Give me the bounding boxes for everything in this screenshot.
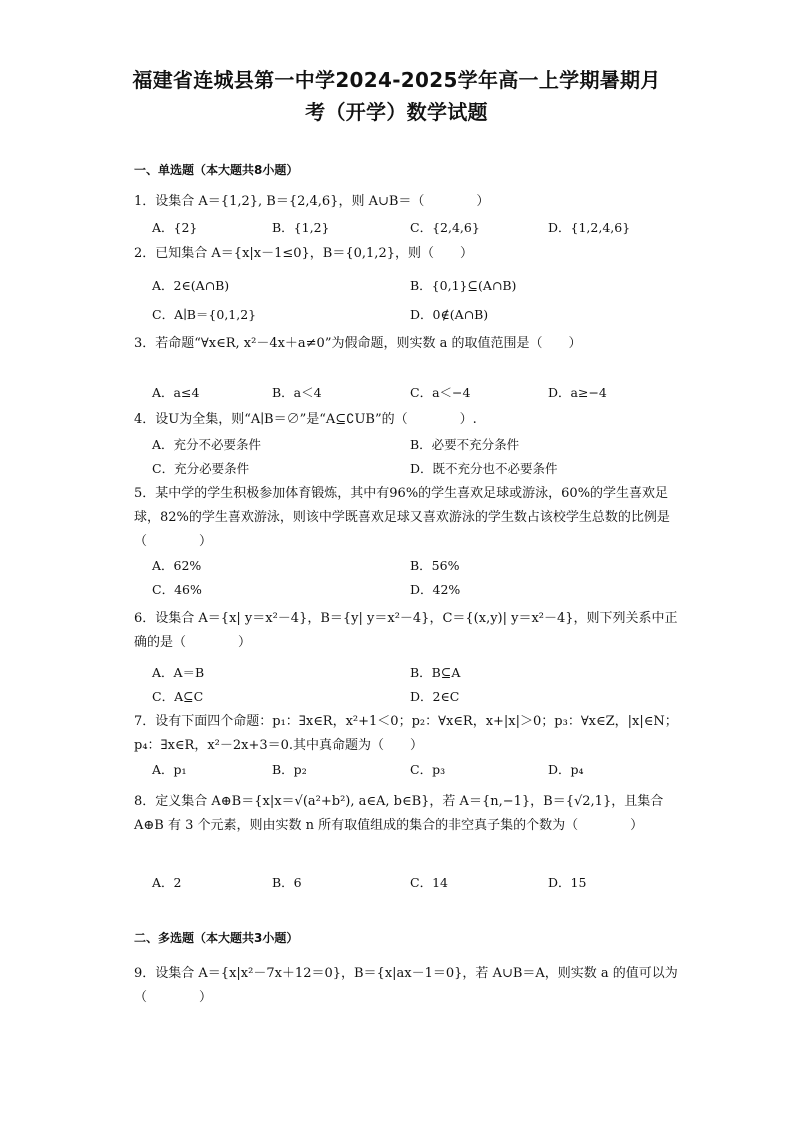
- title-line-1: 福建省连城县第一中学2024-2025学年高一上学期暑期月: [132, 68, 661, 92]
- question-8-stem: 8．定义集合 A⊕B＝{x|x＝√(a²+b²), a∈A, b∈B}，若 A＝{n,−1}，B＝{√2,1}，且集合 A⊕B 有 3 个元素，则由实数 n 所有取值组成的集合的非空真子集的个数为（ ）: [134, 794, 664, 833]
- question-2-stem: 2．已知集合 A＝{x|x－1≤0}，B＝{0,1,2}，则（ ）: [134, 246, 473, 261]
- document-title: [80, 64, 713, 128]
- q3-option-d: D．a≥−4: [548, 385, 607, 400]
- q7-option-d: D．p₄: [548, 762, 584, 777]
- q2-option-b: B．{0,1}⊆(A∩B): [410, 278, 517, 293]
- q5-option-c: C．46%: [152, 582, 202, 597]
- q3-option-c: C．a＜−4: [410, 385, 471, 400]
- question-9-stem: 9．设集合 A＝{x|x²－7x＋12＝0}，B＝{x|ax－1＝0}，若 A∪B＝A，则实数 a 的值可以为（ ）: [134, 966, 678, 1005]
- question-7-stem: 7．设有下面四个命题：p₁：∃x∈R，x²+1＜0；p₂：∀x∈R，x+|x|＞0；p₃：∀x∈Z，|x|∈N；p₄：∃x∈R，x²－2x+3＝0.其中真命题为（ ）: [134, 714, 678, 753]
- q7-option-b: B．p₂: [272, 762, 307, 777]
- q6-option-a: A．A＝B: [152, 665, 205, 680]
- q7-option-c: C．p₃: [410, 762, 446, 777]
- q1-option-b: B．{1,2}: [272, 220, 330, 235]
- q2-option-d: D．0∉(A∩B): [410, 307, 489, 322]
- q6-option-d: D．2∈C: [410, 689, 460, 704]
- q1-option-d: D．{1,2,4,6}: [548, 220, 631, 235]
- q3-option-a: A．a≤4: [152, 385, 200, 400]
- q8-option-a: A．2: [152, 875, 182, 890]
- q4-option-a: A．充分不必要条件: [152, 437, 262, 452]
- q8-option-d: D．15: [548, 875, 587, 890]
- title-line-2: 考（开学）数学试题: [305, 100, 488, 124]
- question-4-stem: 4．设U为全集，则“A∣B＝∅”是“A⊆∁UB”的（ ）.: [134, 412, 477, 427]
- q5-option-b: B．56%: [410, 558, 460, 573]
- q5-option-d: D．42%: [410, 582, 461, 597]
- question-1-stem: 1．设集合 A＝{1,2}, B＝{2,4,6}，则 A∪B＝（ ）: [134, 194, 490, 209]
- section-heading-multiple-choice: 二、多选题（本大题共3小题）: [134, 931, 299, 945]
- question-5-stem: 5．某中学的学生积极参加体育锻炼，其中有96%的学生喜欢足球或游泳，60%的学生喜欢足球，82%的学生喜欢游泳，则该中学既喜欢足球又喜欢游泳的学生数占该校学生总数的比例是（ ）: [134, 486, 670, 549]
- q7-option-a: A．p₁: [152, 762, 187, 777]
- question-6-stem: 6．设集合 A＝{x| y＝x²－4}，B＝{y| y＝x²－4}，C＝{(x,y)| y＝x²－4}，则下列关系中正确的是（ ）: [134, 611, 678, 650]
- q2-option-c: C．A∣B＝{0,1,2}: [152, 307, 257, 322]
- q6-option-b: B．B⊆A: [410, 665, 461, 680]
- section-heading-single-choice: 一、单选题（本大题共8小题）: [134, 163, 299, 177]
- q8-option-c: C．14: [410, 875, 448, 890]
- q1-option-c: C．{2,4,6}: [410, 220, 480, 235]
- q8-option-b: B．6: [272, 875, 302, 890]
- q4-option-d: D．既不充分也不必要条件: [410, 461, 558, 476]
- question-3-stem: 3．若命题“∀x∈R, x²－4x＋a≠0”为假命题，则实数 a 的取值范围是（ ）: [134, 336, 582, 351]
- q4-option-b: B．必要不充分条件: [410, 437, 520, 452]
- q3-option-b: B．a＜4: [272, 385, 322, 400]
- q1-option-a: A．{2}: [152, 220, 198, 235]
- q6-option-c: C．A⊆C: [152, 689, 204, 704]
- q4-option-c: C．充分必要条件: [152, 461, 250, 476]
- q5-option-a: A．62%: [152, 558, 202, 573]
- q2-option-a: A．2∈(A∩B): [152, 278, 230, 293]
